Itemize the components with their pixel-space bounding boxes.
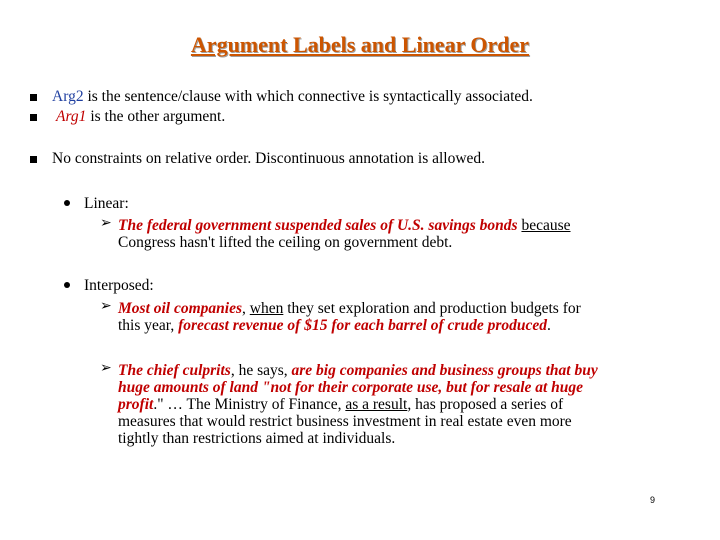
e2-he-says: , he says, [230,362,288,379]
interposed-label: Interposed: [84,277,154,294]
e2-connective: as a result [345,396,408,413]
e2-arg1a: The chief culprits [118,362,231,379]
square-bullet-icon [30,156,37,163]
interposed-example2-line5 [118,430,395,448]
arrow-bullet-icon: ➢ [100,360,112,376]
e1-arg2: they set exploration and production budgets for [287,300,581,317]
e1-arg2-end: this year, [118,317,175,334]
interposed-example2-line2 [118,379,583,397]
e1-arg1b: forecast revenue of $15 for each barrel of crude produced [178,317,548,334]
e1-comma: , [242,300,246,317]
interposed-example2-line1 [118,362,598,380]
linear-connective: because [521,217,571,234]
square-bullet-icon [30,114,37,121]
interposed-example2-line4: measures that would restrict business investment in real estate even more [118,413,572,430]
e2-end: . [391,430,396,447]
e2-arg1b: are big companies and business groups that buy [291,362,598,379]
e1-end: . [547,317,551,334]
linear-arg2: Congress hasn't lifted the ceiling on government debt [118,234,449,251]
linear-example-line1 [118,217,571,235]
page-title: Argument Labels and Linear Order [190,32,530,57]
round-bullet-icon [64,282,70,288]
bullet-arg1-text: is the other argument. [86,108,226,125]
arrow-bullet-icon: ➢ [100,215,112,231]
e2-arg1d: profit [118,396,154,413]
interposed-example1-line1 [118,300,581,318]
bullet-arg2 [52,88,533,106]
e2-arg2a: , has proposed a series of [407,396,564,413]
e2-arg2b: tightly than restrictions aimed at individuals [118,430,392,447]
bullet-arg2-text: is the sentence/clause with which connective is syntactically associated. [83,88,533,105]
square-bullet-icon [30,94,37,101]
bullet-arg1 [56,108,225,126]
e1-connective: when [249,300,284,317]
round-bullet-icon [64,200,70,206]
arrow-bullet-icon: ➢ [100,298,112,314]
bullet-order: No constraints on relative order. Discontinuous annotation is allowed. [52,150,486,167]
page-number: 9 [650,495,656,505]
interposed-example2-line3 [118,396,563,414]
e2-ministry: ." … The Ministry of Finance, [153,396,342,413]
linear-arg1: The federal government suspended sales of U.S. savings bonds [118,217,518,234]
linear-label: Linear: [84,195,129,212]
arg1-label: Arg1 [56,108,87,125]
interposed-example1-line2 [118,317,551,335]
linear-example-line2 [118,234,452,252]
e2-arg1c: huge amounts of land "not for their corporate use, but for resale at huge [118,379,584,396]
linear-end: . [448,234,453,251]
arg2-label: Arg2 [52,88,84,105]
e1-arg1a: Most oil companies [118,300,243,317]
